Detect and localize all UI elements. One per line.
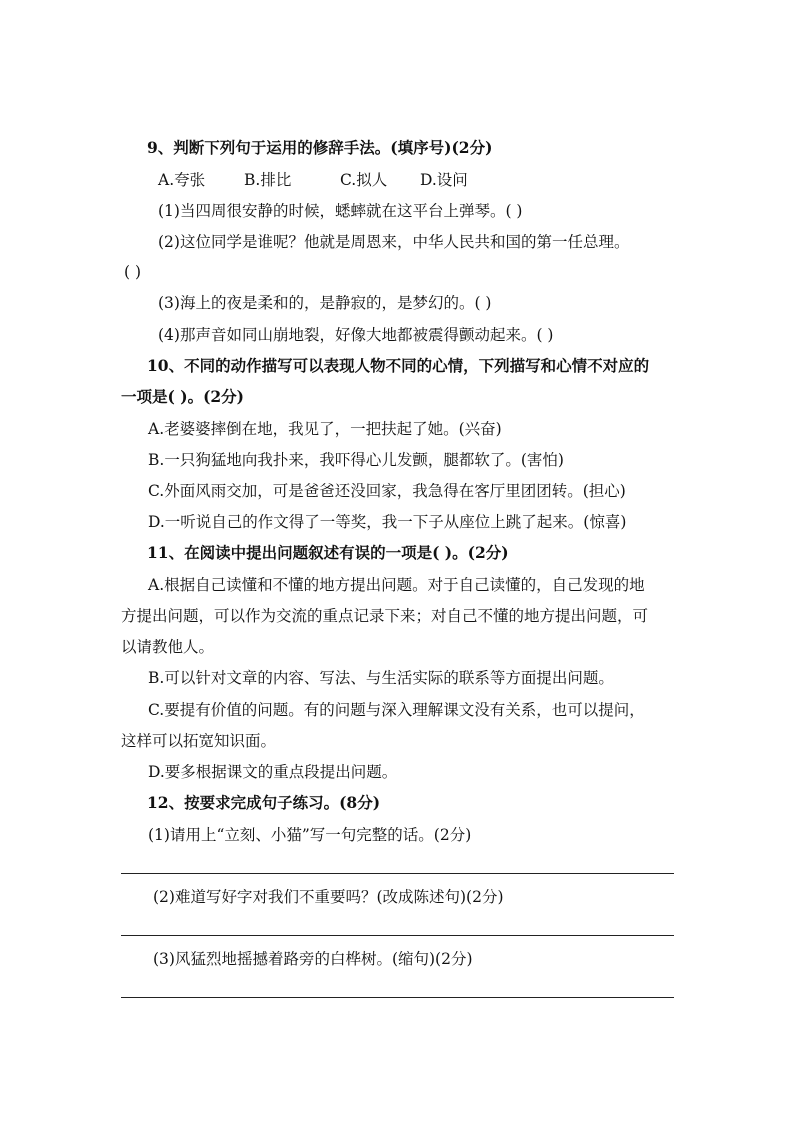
q12-item-1: (1)请用上“立刻、小猫”写一句完整的话。(2分) — [148, 826, 472, 844]
q10-option-b: B.一只狗猛地向我扑来，我吓得心儿发颤，腿都软了。(害怕) — [148, 451, 564, 469]
q9-option-c: C.拟人 — [340, 171, 388, 189]
q9-item-2-blank: ( ) — [124, 263, 142, 281]
q12-item-2: (2)难道写好字对我们不重要吗？(改成陈述句)(2分) — [153, 888, 504, 906]
q11-option-d: D.要多根据课文的重点段提出问题。 — [148, 763, 398, 781]
q10-option-c: C.外面风雨交加，可是爸爸还没回家，我急得在客厅里团团转。(担心) — [148, 482, 626, 500]
q9-item-1: (1)当四周很安静的时候，蟋蟀就在这平台上弹琴。( ) — [158, 202, 523, 220]
q11-option-a-line2: 方提出问题，可以作为交流的重点记录下来；对自己不懂的地方提出问题，可 — [121, 607, 649, 625]
q11-option-c-line2: 这样可以拓宽知识面。 — [121, 732, 277, 750]
q10-option-d: D.一听说自己的作文得了一等奖，我一下子从座位上跳了起来。(惊喜) — [148, 513, 627, 531]
q9-item-2: (2)这位同学是谁呢？他就是周恩来，中华人民共和国的第一任总理。 — [158, 233, 630, 251]
q9-option-d: D.设问 — [420, 171, 468, 189]
q12-title: 12、按要求完成句子练习。(8分) — [147, 793, 381, 812]
q12-item-3: (3)风猛烈地摇撼着路旁的白桦树。(缩句)(2分) — [153, 950, 473, 968]
q10-title-line1: 10、不同的动作描写可以表现人物不同的心情，下列描写和心情不对应的 — [147, 356, 650, 375]
q9-title: 9、判断下列句于运用的修辞手法。(填序号)(2分) — [147, 138, 493, 157]
q9-item-4: (4)那声音如同山崩地裂，好像大地都被震得颤动起来。( ) — [158, 326, 554, 344]
q9-item-3: (3)海上的夜是柔和的，是静寂的，是梦幻的。( ) — [158, 294, 492, 312]
q11-title: 11、在阅读中提出问题叙述有误的一项是( )。(2分) — [147, 543, 509, 562]
q10-option-a: A.老婆婆摔倒在地，我见了，一把扶起了她。(兴奋) — [148, 420, 502, 438]
q11-option-a-line1: A.根据自己读懂和不懂的地方提出问题。对于自己读懂的，自己发现的地 — [148, 576, 645, 594]
q9-option-a: A.夸张 — [158, 171, 206, 189]
answer-line-2[interactable] — [121, 935, 674, 936]
answer-line-3[interactable] — [121, 997, 674, 998]
q9-option-b: B.排比 — [244, 171, 292, 189]
q11-option-a-line3: 以请教他人。 — [121, 638, 215, 656]
q10-title-line2: 一项是( )。(2分) — [121, 387, 245, 406]
q11-option-c-line1: C.要提有价值的问题。有的问题与深入理解课文没有关系，也可以提问， — [148, 701, 645, 719]
q11-option-b: B.可以针对文章的内容、写法、与生活实际的联系等方面提出问题。 — [148, 669, 614, 687]
q9-options — [158, 170, 468, 190]
answer-line-1[interactable] — [121, 873, 674, 874]
